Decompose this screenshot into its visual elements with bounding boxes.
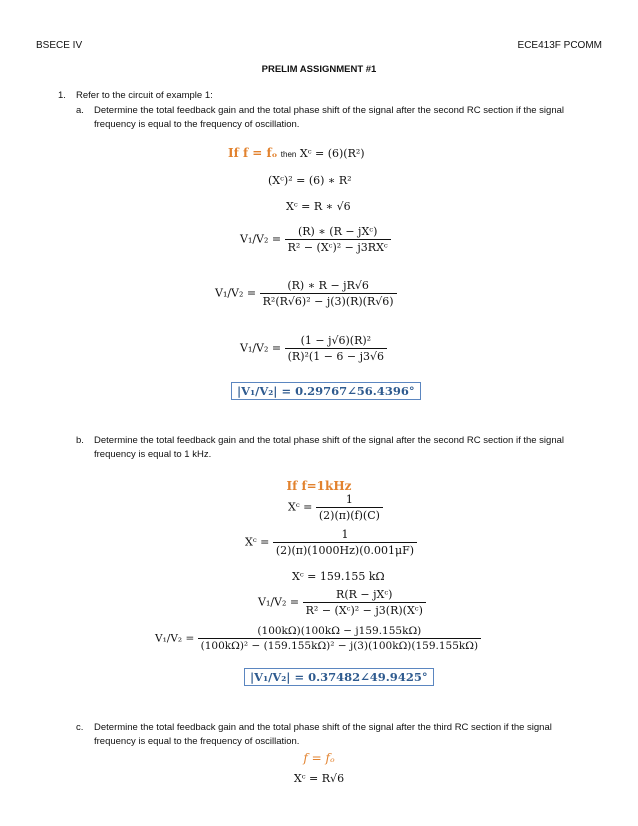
part-b-letter: b. (76, 435, 84, 446)
fraction: $\frac{1}{(2)(\pi)(1000Hz)(0.001\mu F)}$ (273, 528, 417, 557)
eq-a6 (240, 334, 387, 363)
eq-b3: Xᶜ = 159.155 kΩ (292, 570, 385, 583)
fraction: $\frac{\text{(R) ∗ (R − jXᶜ)}}{\text{R² − (Xᶜ)² − j3RXᶜ}}$ (285, 225, 391, 254)
eq-a2: (Xᶜ)² = (6) ∗ R² (268, 174, 352, 187)
part-a-letter: a. (76, 105, 84, 116)
part-a-condition (228, 146, 365, 160)
fraction: $\frac{1}{(2)(\pi)(f)(C)}$ (316, 493, 383, 522)
ratio-lhs: V₁/V₂ = (240, 341, 282, 355)
header-right: ECE413F PCOMM (517, 40, 602, 51)
eq-b1: Xᶜ = $\frac{1}{(2)(\pi)(f)(C)}$ (288, 493, 383, 522)
fraction: $\frac{(100k\Omega)(100k\Omega - j159.155k\Omega)}{\text{(100kΩ)² − (159.155kΩ)² − j(3)(100kΩ)(159.155kΩ)}}$ (198, 625, 481, 652)
part-b-text: Determine the total feedback gain and the total phase shift of the signal after the second RC section if the signal frequency is equal to 1 kHz. (94, 435, 565, 460)
eq-b4: V₁/V₂ = $\frac{\text{R(R − jXᶜ)}}{\text{R² − (Xᶜ)² − j3(R)(Xᶜ)}}$ (258, 588, 426, 617)
fraction: $\frac{(R) ∗ R - jR√6}{\text{R²(R√6)² − j(3)(R)(R√6)}}$ (260, 279, 397, 308)
eq-b2: Xᶜ = $\frac{1}{(2)(\pi)(1000Hz)(0.001\mu F)}$ (245, 528, 417, 557)
condition-label: If f = fₒ (228, 146, 278, 160)
part-b-condition: If f=1kHz (286, 479, 352, 493)
eq-b5: V₁/V₂ = $\frac{(100k\Omega)(100k\Omega - j159.155k\Omega)}{\text{(100kΩ)² − (159.155kΩ)² − j(3)(100kΩ)(159.155kΩ)}}$ (155, 625, 481, 652)
eq-a3: Xᶜ = R ∗ √6 (286, 200, 351, 213)
result-a: |V₁/V₂| = 0.29767∠56.4396° (231, 382, 421, 400)
part-c-text: Determine the total feedback gain and the total phase shift of the signal after the third RC section if the signal frequency is equal to the frequency of oscillation. (94, 722, 552, 747)
page-title: PRELIM ASSIGNMENT #1 (261, 64, 377, 75)
eq-c1: Xᶜ = R√6 (293, 772, 345, 785)
question-text: Refer to the circuit of example 1: (76, 90, 213, 101)
part-c-condition: f = fₒ (303, 751, 335, 765)
ratio-lhs: V₁/V₂ = (215, 286, 257, 300)
ratio-lhs: V₁/V₂ = (240, 232, 282, 246)
part-c-letter: c. (76, 722, 84, 733)
eq-a1: Xᶜ = (6)(R²) (299, 147, 365, 160)
header-left: BSECE IV (36, 40, 83, 51)
eq-a4 (240, 225, 391, 254)
eq-a5 (215, 279, 397, 308)
question-number: 1. (58, 90, 66, 101)
then-label: then (280, 150, 297, 159)
fraction: $\frac{\text{R(R − jXᶜ)}}{\text{R² − (Xᶜ)² − j3(R)(Xᶜ)}}$ (303, 588, 426, 617)
result-b: |V₁/V₂| = 0.37482∠49.9425° (244, 668, 434, 686)
fraction: $\frac{\text{(1 − j√6)(R)²}}{\text{(R)²(1 − 6 − j3√6}}$ (285, 334, 387, 363)
part-a-text: Determine the total feedback gain and the total phase shift of the signal after the second RC section if the signal frequency is equal to the frequency of oscillation. (94, 105, 565, 130)
